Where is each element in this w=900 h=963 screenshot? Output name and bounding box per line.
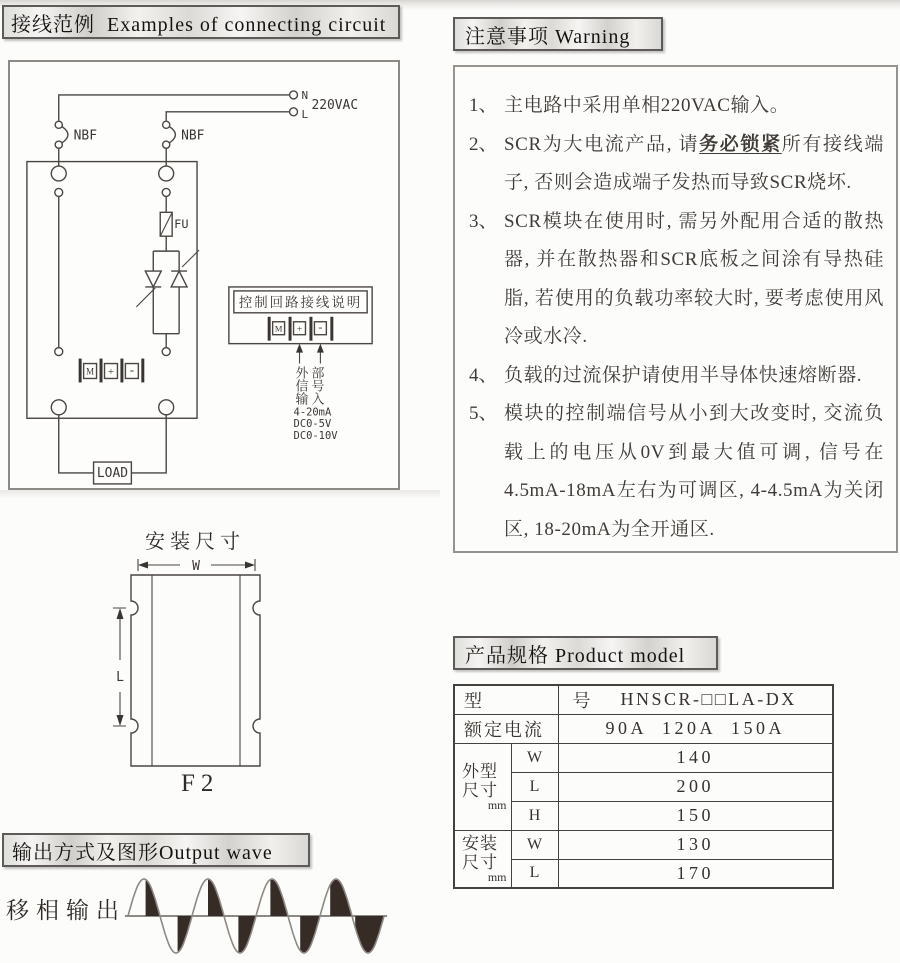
breaker2-arc [170, 127, 176, 143]
dim-key: L [511, 772, 558, 801]
item-text-post: 所有接线端子, 否则会造成端子发热而导致SCR烧坏. [504, 133, 884, 193]
load-label: LOAD [96, 465, 129, 481]
header-warning [453, 17, 663, 51]
warning-item-1 [469, 87, 884, 126]
module-output-terminal-1 [51, 400, 66, 415]
signal-arrowhead-1 [296, 344, 303, 353]
control-terminal-plus: + [296, 324, 303, 336]
table-row-outline-h [454, 801, 833, 830]
rated-current-value: 90A 120A 150A [558, 714, 833, 743]
load-wire-right [131, 414, 166, 473]
breaker1-top-contact [55, 121, 62, 128]
outline-dims-label: 外型尺寸 [462, 762, 498, 800]
nbf1-label: NBF [73, 128, 98, 144]
signal-label-1: 外部 [295, 365, 328, 381]
w-dim-arrow-right [245, 562, 255, 569]
rated-current-label: 额定电流 [454, 714, 558, 743]
thyristor-left-triangle [145, 271, 161, 287]
module-input-terminal-2 [159, 166, 174, 181]
item-text: SCR模块在使用时, 需另外配用合适的散热器, 并在散热器和SCR底板之间涂有导热硅脂, 若使用的负载功率较大时, 要考虑使用风冷或水冷. [504, 210, 884, 347]
module-node-1 [55, 188, 63, 196]
table-row-outline-w [454, 743, 833, 772]
warning-item-5 [469, 395, 884, 549]
table-row-mount-w [454, 830, 833, 859]
l-terminal [290, 108, 298, 116]
model-value-cell [558, 685, 833, 714]
voltage-label: 220VAC [311, 97, 359, 113]
dim-value: 130 [558, 830, 833, 859]
dim-key: W [511, 830, 558, 859]
module-output-terminal-2 [159, 400, 174, 415]
item-number: 2、 [469, 133, 498, 155]
header-connecting-circuit-label: 接线范例 Examples of connecting circuit [11, 13, 387, 36]
breaker2-top-contact [163, 121, 170, 128]
circuit-diagram-svg [10, 62, 398, 488]
plate-outline [131, 575, 260, 766]
nbf2-label: NBF [181, 128, 205, 144]
item-text-pre: SCR为大电流产品, 请 [504, 133, 700, 155]
thyristor-bottom-bus [153, 334, 179, 348]
model-code: HNSCR-□□LA-DX [620, 689, 797, 710]
module-terminal-strip [79, 359, 145, 383]
module-input-terminal-1 [51, 166, 66, 181]
dim-value: 140 [558, 743, 833, 772]
mounting-title: 安装尺寸 [145, 531, 245, 553]
warning-item-4 [469, 357, 884, 396]
wave-conduction-fill [238, 916, 256, 953]
header-output-wave-label: 输出方式及图形Output wave [12, 841, 273, 864]
warning-item-2 [469, 126, 884, 203]
control-terminal-minus: - [318, 320, 323, 335]
figure-label: F2 [181, 770, 220, 797]
thyristor-right-triangle [171, 271, 187, 287]
wire-l [166, 112, 289, 121]
dim-key: L [511, 859, 558, 888]
outline-dims-group [454, 743, 511, 830]
header-connecting-circuit [2, 5, 400, 39]
item-number: 1、 [469, 95, 498, 116]
item-number: 5、 [469, 403, 498, 424]
signal-label-2: 信号 [295, 378, 328, 394]
wave-conduction-fill [270, 879, 288, 916]
item-text: 负载的过流保护请使用半导体快速熔断器. [504, 364, 863, 386]
l-dim-arrow-bottom [117, 715, 124, 726]
breaker2-bottom-contact [163, 141, 170, 148]
item-text: 主电路中采用单相220VAC输入。 [504, 95, 790, 116]
control-terminal-m: M [274, 323, 283, 334]
item-number: 3、 [469, 210, 498, 232]
wave-label: 移相输出 [6, 898, 126, 923]
product-table [453, 684, 834, 889]
n-label: N [301, 88, 309, 102]
table-row-model [454, 685, 833, 714]
signal-arrow-lines [300, 347, 321, 364]
dim-value: 170 [558, 859, 833, 888]
item-text-emphasis: 务必锁紧 [699, 133, 782, 155]
dim-value: 150 [558, 801, 833, 830]
header-product-model [453, 636, 718, 670]
header-output-wave [2, 833, 310, 867]
w-dim-arrow-left [138, 562, 148, 569]
circuit-panel [8, 60, 400, 490]
wire-n [59, 95, 290, 121]
mounting-drawing-svg [108, 556, 276, 772]
signal-label-6: DC0-10V [293, 430, 338, 443]
width-dim-label: W [192, 559, 200, 574]
item-text [504, 126, 884, 203]
model-key: 号 [572, 690, 593, 711]
item-text: 模块的控制端信号从小到大改变时, 交流负载上的电压从0V到最大值可调, 信号在4.5mA-18mA左右为可调区, 4-4.5mA为关闭区, 18-20mA为全开通区. [504, 403, 884, 540]
module-terminal-minus: - [129, 361, 135, 377]
signal-label-4: 4-20mA [293, 406, 332, 419]
module-node-2 [162, 188, 170, 196]
header-product-model-label: 产品规格 Product model [465, 644, 686, 667]
warning-panel [453, 65, 898, 553]
mount-dims-unit: mm [487, 870, 507, 885]
control-wiring-title: 控制回路接线说明 [238, 294, 363, 310]
item-number: 4、 [469, 364, 498, 386]
module-terminal-plus: + [107, 365, 115, 378]
wave-conduction-fill [208, 879, 224, 916]
mount-dims-label: 安装尺寸 [462, 834, 498, 873]
thyristor-left-gate [136, 288, 155, 307]
l-label: L [301, 107, 309, 121]
module-terminal-m: M [86, 366, 95, 377]
signal-arrowhead-2 [317, 344, 324, 353]
model-label-cell: 型 [454, 685, 558, 714]
signal-label-5: DC0-5V [293, 418, 332, 431]
table-row-rated-current [454, 714, 833, 743]
control-wiring-box [229, 287, 372, 442]
dim-value: 200 [558, 772, 833, 801]
module-outline [27, 162, 197, 419]
header-warning-label: 注意事项 Warning [465, 25, 631, 48]
plate-inner-lines [152, 575, 240, 766]
wave-conduction-fill [355, 916, 384, 953]
n-terminal [290, 91, 298, 99]
breaker1-arc [62, 127, 68, 143]
module-node-4 [162, 348, 170, 356]
length-dim-label: L [116, 670, 124, 685]
dim-key: W [511, 743, 558, 772]
phase-wave-svg [125, 869, 387, 963]
l-dim-arrow-top [117, 608, 124, 619]
module-node-3 [55, 348, 63, 356]
load-wire-left [59, 414, 94, 473]
outline-dims-unit: mm [487, 798, 507, 812]
fuse-label: FU [174, 217, 189, 232]
dim-key: H [511, 801, 558, 830]
mount-dims-group [454, 830, 511, 888]
breaker1-bottom-contact [55, 141, 62, 148]
table-row-outline-l [454, 772, 833, 801]
table-row-mount-l [454, 859, 833, 888]
warning-item-3 [469, 203, 884, 357]
signal-label-3: 输入 [295, 391, 328, 407]
